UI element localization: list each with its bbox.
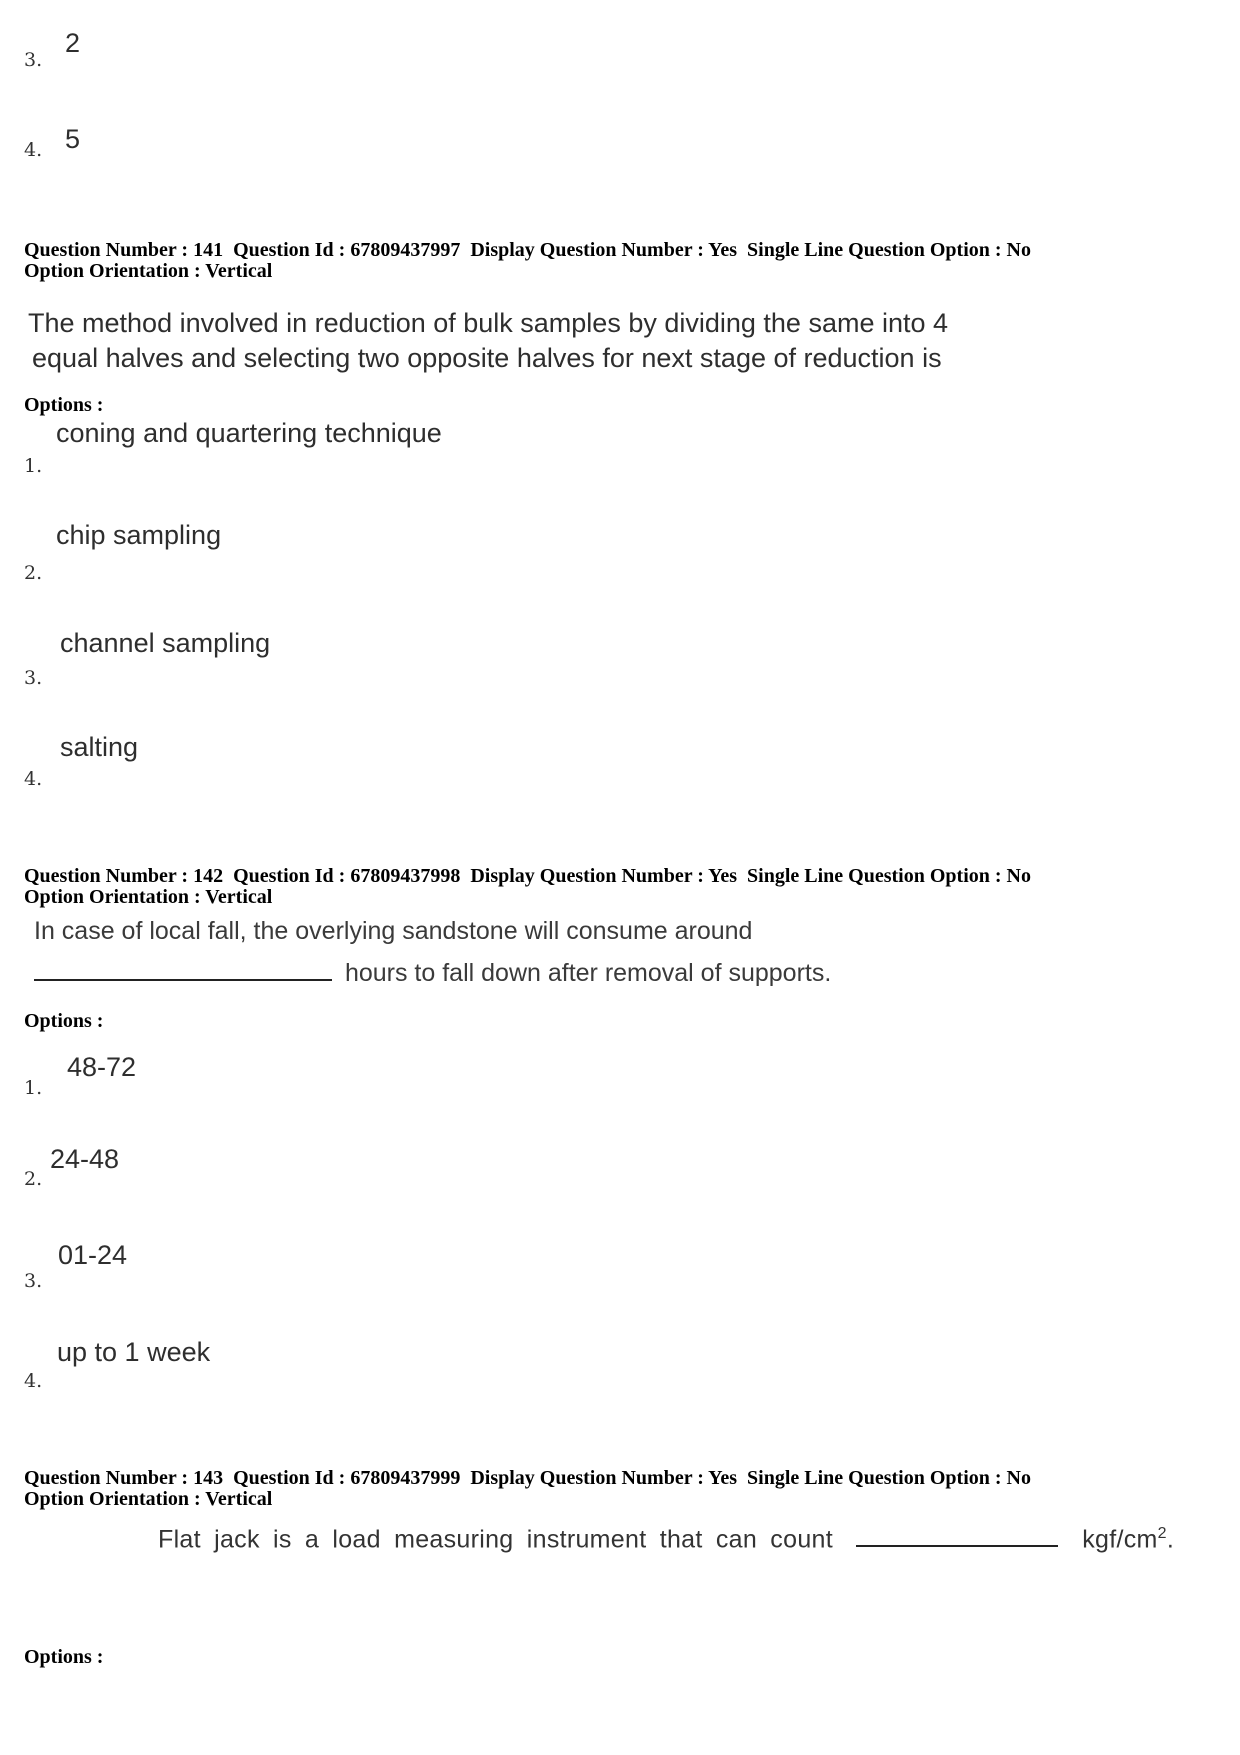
options-label: Options : bbox=[24, 1010, 104, 1032]
question-meta bbox=[24, 240, 1204, 282]
option-number: 4. bbox=[24, 1370, 43, 1392]
option-number: 3. bbox=[24, 667, 43, 689]
option-number: 4. bbox=[24, 768, 43, 790]
option-number: 1. bbox=[24, 1077, 43, 1099]
answer-blank bbox=[34, 979, 332, 981]
question-number: Question Number : 142 bbox=[24, 865, 224, 887]
option-orientation: Option Orientation : Vertical bbox=[24, 260, 273, 282]
option-number: 4. bbox=[24, 139, 43, 161]
option-number: 3. bbox=[24, 1270, 43, 1292]
option-text: up to 1 week bbox=[57, 1337, 211, 1367]
option-number: 2. bbox=[24, 1168, 43, 1190]
option-number: 2. bbox=[24, 562, 43, 584]
option-text: 01-24 bbox=[58, 1240, 128, 1270]
single-line-option: Single Line Question Option : No bbox=[747, 1467, 1031, 1489]
unit-text: kgf/cm bbox=[1082, 1525, 1158, 1554]
option-text: 48-72 bbox=[67, 1052, 137, 1082]
question-text-line: hours to fall down after removal of supports. bbox=[344, 959, 832, 987]
option-text: chip sampling bbox=[56, 520, 222, 550]
option-text: coning and quartering technique bbox=[56, 418, 442, 448]
question-text-line: In case of local fall, the overlying sandstone will consume around bbox=[34, 917, 753, 945]
question-text bbox=[28, 306, 948, 376]
display-question-number: Display Question Number : Yes bbox=[470, 1467, 738, 1489]
question-text-line: Flat jack is a load measuring instrument that can count bbox=[158, 1525, 833, 1554]
options-label: Options : bbox=[24, 1646, 104, 1668]
question-text-line: equal halves and selecting two opposite halves for next stage of reduction is bbox=[32, 343, 942, 373]
question-text-end: . bbox=[1166, 1525, 1175, 1554]
option-orientation: Option Orientation : Vertical bbox=[24, 1488, 273, 1510]
question-id: Question Id : 67809437997 bbox=[233, 239, 461, 261]
question-text-line: The method involved in reduction of bulk samples by dividing the same into 4 bbox=[28, 308, 949, 338]
option-text: salting bbox=[60, 732, 139, 762]
display-question-number: Display Question Number : Yes bbox=[470, 865, 738, 887]
question-meta bbox=[24, 866, 1204, 908]
option-orientation: Option Orientation : Vertical bbox=[24, 886, 273, 908]
unit-superscript: 2 bbox=[1157, 1525, 1167, 1542]
options-label: Options : bbox=[24, 394, 104, 416]
question-number: Question Number : 143 bbox=[24, 1467, 224, 1489]
option-text: 24-48 bbox=[50, 1144, 120, 1174]
option-text: 5 bbox=[65, 124, 81, 154]
question-meta bbox=[24, 1468, 1204, 1510]
option-number: 1. bbox=[24, 455, 43, 477]
single-line-option: Single Line Question Option : No bbox=[747, 239, 1031, 261]
option-text: 2 bbox=[65, 28, 81, 58]
question-id: Question Id : 67809437999 bbox=[233, 1467, 461, 1489]
single-line-option: Single Line Question Option : No bbox=[747, 865, 1031, 887]
question-number: Question Number : 141 bbox=[24, 239, 224, 261]
option-number: 3. bbox=[24, 49, 43, 71]
question-id: Question Id : 67809437998 bbox=[233, 865, 461, 887]
option-text: channel sampling bbox=[60, 628, 271, 658]
question-text bbox=[158, 1516, 1174, 1557]
question-text bbox=[34, 910, 831, 994]
answer-blank bbox=[856, 1545, 1058, 1547]
display-question-number: Display Question Number : Yes bbox=[470, 239, 738, 261]
